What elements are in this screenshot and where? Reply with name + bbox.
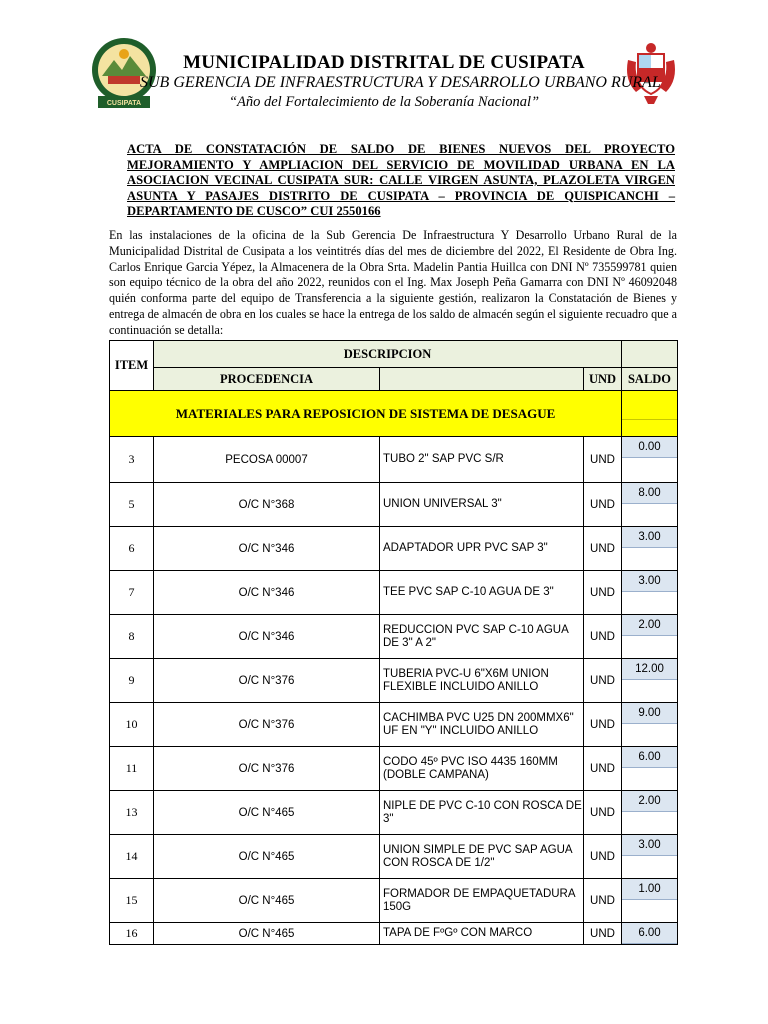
procedencia-cell: O/C N°465: [154, 879, 380, 923]
procedencia-cell: O/C N°465: [154, 923, 380, 945]
descripcion-cell: TEE PVC SAP C-10 AGUA DE 3": [380, 571, 584, 615]
und-cell: UND: [584, 923, 622, 945]
descripcion-cell: UNION SIMPLE DE PVC SAP AGUA CON ROSCA DE 1/2": [380, 835, 584, 879]
saldo-value: 12.00: [622, 659, 677, 680]
und-cell: UND: [584, 659, 622, 703]
descripcion-cell: TUBO 2" SAP PVC S/R: [380, 437, 584, 483]
saldo-header: SALDO: [622, 368, 678, 391]
item-cell: 14: [110, 835, 154, 879]
item-cell: 10: [110, 703, 154, 747]
und-cell: UND: [584, 615, 622, 659]
item-cell: 6: [110, 527, 154, 571]
descripcion-subheader: [380, 368, 584, 391]
saldo-cell: [622, 437, 678, 483]
saldo-value: 9.00: [622, 703, 677, 724]
table-row: [110, 703, 678, 747]
saldo-value: 6.00: [622, 747, 677, 768]
item-cell: 7: [110, 571, 154, 615]
saldo-value: 6.00: [622, 923, 677, 944]
descripcion-header: DESCRIPCION: [154, 341, 622, 368]
procedencia-cell: O/C N°368: [154, 483, 380, 527]
procedencia-cell: O/C N°346: [154, 571, 380, 615]
table-row: [110, 615, 678, 659]
table-row: [110, 879, 678, 923]
descripcion-cell: TAPA DE FºGº CON MARCO: [380, 923, 584, 945]
table-row: [110, 527, 678, 571]
saldo-cell: [622, 791, 678, 835]
item-cell: 13: [110, 791, 154, 835]
sub-gerencia-title: SUB GERENCIA DE INFRAESTRUCTURA Y DESARROLLO URBANO RURAL: [140, 74, 661, 91]
descripcion-cell: UNION UNIVERSAL 3": [380, 483, 584, 527]
und-cell: UND: [584, 747, 622, 791]
saldo-cell: [622, 483, 678, 527]
saldo-cell: [622, 923, 678, 945]
saldo-cell: [622, 747, 678, 791]
und-cell: UND: [584, 703, 622, 747]
saldo-value: 0.00: [622, 437, 677, 458]
und-cell: UND: [584, 791, 622, 835]
und-header: UND: [584, 368, 622, 391]
item-cell: 16: [110, 923, 154, 945]
procedencia-cell: PECOSA 00007: [154, 437, 380, 483]
procedencia-cell: O/C N°376: [154, 703, 380, 747]
saldo-cell: [622, 703, 678, 747]
table-row: [110, 659, 678, 703]
descripcion-cell: TUBERIA PVC-U 6"X6M UNION FLEXIBLE INCLUIDO ANILLO: [380, 659, 584, 703]
table-row: [110, 791, 678, 835]
saldo-value: 3.00: [622, 527, 677, 548]
procedencia-cell: O/C N°465: [154, 835, 380, 879]
procedencia-cell: O/C N°376: [154, 747, 380, 791]
und-cell: UND: [584, 527, 622, 571]
saldo-cell: [622, 879, 678, 923]
item-cell: 3: [110, 437, 154, 483]
table-row: [110, 483, 678, 527]
procedencia-cell: O/C N°376: [154, 659, 380, 703]
table-row: [110, 437, 678, 483]
und-cell: UND: [584, 835, 622, 879]
saldo-cell: [622, 571, 678, 615]
table-row: [110, 747, 678, 791]
table-row: [110, 571, 678, 615]
acta-title: ACTA DE CONSTATACIÓN DE SALDO DE BIENES NUEVOS DEL PROYECTO MEJORAMIENTO Y AMPLIACION DEL SERVICIO DE MOVILIDAD URBANA EN LA ASOCIACION VECINAL CUSIPATA SUR: CALLE VIRGEN ASUNTA, PLAZOLETA VIRGEN ASUNTA Y PASAJES DISTRITO DE CUSIPATA – PROVINCIA DE QUISPICANCHI – DEPARTAMENTO DE CUSCO” CUI 2550166: [127, 142, 675, 218]
saldo-value: 3.00: [622, 571, 677, 592]
saldo-cell: [622, 835, 678, 879]
item-cell: 15: [110, 879, 154, 923]
und-cell: UND: [584, 879, 622, 923]
und-cell: UND: [584, 437, 622, 483]
descripcion-cell: REDUCCION PVC SAP C-10 AGUA DE 3" A 2": [380, 615, 584, 659]
materials-table: [109, 340, 678, 945]
item-cell: 5: [110, 483, 154, 527]
item-cell: 9: [110, 659, 154, 703]
procedencia-header: PROCEDENCIA: [154, 368, 380, 391]
intro-paragraph: En las instalaciones de la oficina de la Sub Gerencia De Infraestructura Y Desarrollo Urbano Rural de la Municipalidad Distrital de Cusipata a los veintitrés días del mes de diciembre del 2022, El Residente de Obra Ing. Carlos Enrique Garcia Yépez, la Almacenera de la Obra Srta. Madelin Pantia Huillca con DNI Nº 735599781 quien son equipo técnico de la obra del año 2022, reunidos con el Ing. Max Joseph Peña Gamarra con DNI Nº 46092048 quién conforma parte del equipo de Transferencia a la siguiente gestión, realizaron la Constatación de Bienes y entrega de almacén de obra en los cuales se hace la entrega de los saldo de almacén según el siguiente recuadro que a continuación se detalla:: [109, 228, 677, 337]
procedencia-cell: O/C N°465: [154, 791, 380, 835]
saldo-value: 2.00: [622, 615, 677, 636]
table-row: [110, 923, 678, 945]
descripcion-cell: FORMADOR DE EMPAQUETADURA 150G: [380, 879, 584, 923]
table-row: [110, 835, 678, 879]
section-saldo-cell: [622, 391, 678, 437]
descripcion-cell: CACHIMBA PVC U25 DN 200MMX6" UF EN "Y" INCLUIDO ANILLO: [380, 703, 584, 747]
saldo-header-top: [622, 341, 678, 368]
saldo-value: 1.00: [622, 879, 677, 900]
saldo-cell: [622, 527, 678, 571]
saldo-cell: [622, 659, 678, 703]
procedencia-cell: O/C N°346: [154, 527, 380, 571]
saldo-cell: [622, 615, 678, 659]
und-cell: UND: [584, 571, 622, 615]
saldo-value: 8.00: [622, 483, 677, 504]
item-header: ITEM: [110, 341, 154, 391]
item-cell: 11: [110, 747, 154, 791]
municipality-title: MUNICIPALIDAD DISTRITAL DE CUSIPATA: [183, 52, 585, 73]
und-cell: UND: [584, 483, 622, 527]
descripcion-cell: CODO 45º PVC ISO 4435 160MM (DOBLE CAMPANA): [380, 747, 584, 791]
seal-text: CUSIPATA: [106, 100, 142, 107]
procedencia-cell: O/C N°346: [154, 615, 380, 659]
saldo-value: 2.00: [622, 791, 677, 812]
descripcion-cell: NIPLE DE PVC C-10 CON ROSCA DE 3": [380, 791, 584, 835]
saldo-value: 3.00: [622, 835, 677, 856]
descripcion-cell: ADAPTADOR UPR PVC SAP 3": [380, 527, 584, 571]
section-title: MATERIALES PARA REPOSICION DE SISTEMA DE DESAGUE: [110, 391, 622, 437]
year-motto: “Año del Fortalecimiento de la Soberanía Nacional”: [228, 94, 540, 110]
item-cell: 8: [110, 615, 154, 659]
